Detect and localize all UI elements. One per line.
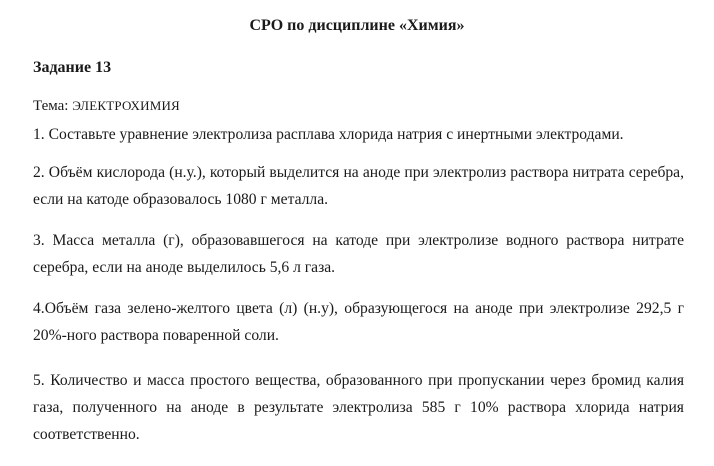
- topic-line: [33, 96, 180, 116]
- question-4: 4.Объём газа зелено-желтого цвета (л) (н.у), образующегося на аноде при электролизе 292,5 г 20%-ного раствора поваренной соли.: [33, 300, 684, 344]
- topic-label: Тема:: [33, 98, 73, 114]
- document-title: СРО по дисциплине «Химия»: [249, 17, 465, 34]
- topic-value: ЭЛЕКТРОХИМИЯ: [72, 98, 180, 113]
- question-3: 3. Масса металла (г), образовавшегося на катоде при электролизе водного раствора нитрате серебра, если на аноде выделилось 5,6 л газа.: [33, 232, 684, 276]
- question-5: 5. Количество и масса простого вещества, образованного при пропускании через бромид калия газа, полученного на аноде в результате электролиза 585 г 10% раствора хлорида натрия соответственно.: [33, 372, 684, 443]
- question-1: 1. Составьте уравнение электролиза расплава хлорида натрия с инертными электродами.: [33, 126, 624, 143]
- question-2: 2. Объём кислорода (н.у.), который выделится на аноде при электролиз раствора нитрата серебра, если на катоде образовалось 1080 г металла.: [33, 164, 684, 208]
- task-heading: Задание 13: [33, 59, 112, 76]
